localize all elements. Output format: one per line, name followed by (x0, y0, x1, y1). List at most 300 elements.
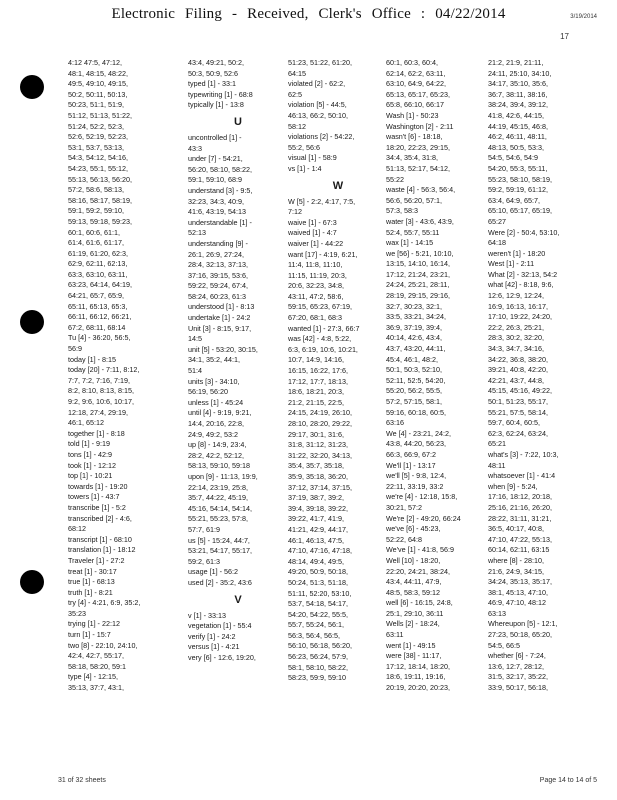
index-entry: 32:7, 30:23, 32:1, (386, 301, 442, 311)
index-entry: 48:13, 50:5, 53:3, (488, 142, 544, 152)
index-entry: 28:10, 28:20, 29:22, (288, 419, 352, 428)
index-entry: 14:4, 20:16, 22:8, (188, 419, 244, 428)
index-entry: 41:8, 42:6, 44:15, (488, 110, 544, 120)
index-entry: 59:15, 65:23, 67:19, (288, 302, 352, 312)
index-entry: 54:3, 54:12, 54:16, (68, 153, 128, 163)
index-entry: West [1] - 2:11 (488, 259, 535, 269)
index-entry: 50:2, 50:11, 50:13, (68, 89, 128, 99)
index-entry: 63:16 (386, 418, 404, 428)
index-entry: 66:11, 66:12, 66:21, (68, 312, 132, 322)
index-entry: 63:3, 63:10, 63:11, (68, 269, 128, 279)
index-entry: weren't [1] - 18:20 (488, 248, 546, 258)
index-entry: until [4] - 9:19, 9:21, (188, 408, 252, 418)
index-entry: 12:6, 12:9, 12:24, (488, 291, 544, 301)
index-entry: verify [1] - 24:2 (188, 631, 236, 641)
index-entry: 50:3, 50:9, 52:6 (188, 68, 238, 78)
index-entry: towers [1] - 43:7 (68, 492, 120, 502)
index-entry: 34:1, 35:2, 44:1, (188, 355, 240, 365)
index-entry: 43:11, 47:2, 58:6, (288, 291, 344, 301)
index-entry: 57:7, 61:9 (188, 524, 220, 534)
index-entry: was [42] - 4:8, 5:22, (288, 334, 352, 344)
index-entry: 21:6, 24:9, 34:15, (488, 566, 544, 576)
index-entry: together [1] - 8:18 (68, 428, 125, 438)
index-entry: 22:11, 33:19, 33:2 (386, 481, 444, 491)
index-entry: 62:3, 62:24, 63:24, (488, 428, 548, 438)
index-entry: 66:3, 66:9, 67:2 (386, 449, 436, 459)
index-entry: Wash [1] - 50:23 (386, 110, 439, 120)
index-entry: 50:23, 51:1, 51:9, (68, 100, 124, 110)
index-entry: 51:4 (188, 366, 202, 376)
index-entry: 65:10, 65:17, 65:19, (488, 206, 552, 216)
index-entry: 39:4, 39:18, 39:22, (288, 503, 348, 513)
index-entry: 49:5, 49:10, 49:15, (68, 79, 128, 89)
index-entry: We're [2] - 49:20, 66:24 (386, 513, 461, 523)
index-entry: 65:21 (488, 439, 506, 449)
index-entry: understood [1] - 8:13 (188, 302, 255, 312)
index-entry: whatsoever [1] - 41:4 (488, 471, 556, 481)
index-entry: 55:2, 56:6 (288, 142, 320, 152)
index-entry: 54:5, 54:6, 54:9 (488, 153, 538, 163)
binder-hole (20, 75, 44, 99)
index-entry: waiver [1] - 44:22 (288, 238, 344, 248)
index-entry: Well [10] - 18:20, (386, 555, 441, 565)
index-entry: 59:2, 61:3 (188, 556, 220, 566)
index-entry: want [17] - 4:19, 6:21, (288, 249, 358, 259)
index-entry: 54:20, 55:3, 55:11, (488, 163, 548, 173)
index-entry: what's [3] - 7:22, 10:3, (488, 449, 559, 459)
index-entry: 48:11 (488, 460, 506, 470)
index-entry: visual [1] - 58:9 (288, 153, 337, 163)
index-entry: 60:14, 62:11, 63:15 (488, 545, 550, 555)
index-entry: 36:9, 37:19, 39:4, (386, 322, 442, 332)
index-entry: 59:7, 60:4, 60:5, (488, 418, 540, 428)
index-entry: 59:13, 59:18, 59:23, (68, 216, 132, 226)
index-entry: truth [1] - 8:21 (68, 587, 113, 597)
index-entry: 58:24, 60:23, 61:3 (188, 291, 246, 301)
index-entry: 57:3, 58:3 (386, 206, 418, 216)
index-entry: Whereupon [5] - 12:1, (488, 619, 558, 629)
index-entry: 59:22, 59:24, 67:4, (188, 281, 248, 291)
index-entry: 51:13, 52:17, 54:12, (386, 163, 450, 173)
index-entry: 54:5, 66:5 (488, 640, 520, 650)
index-entry: 45:16, 54:14, 54:14, (188, 503, 252, 513)
index-entry: unless [1] - 45:24 (188, 397, 244, 407)
index-entry: 14:5 (188, 334, 202, 344)
sheet-count: 31 of 32 sheets (58, 777, 106, 784)
index-entry: 55:22 (386, 174, 404, 184)
index-entry: 56:9 (68, 344, 82, 354)
index-entry: 47:10, 47:22, 55:13, (488, 534, 552, 544)
index-entry: 29:17, 30:1, 31:6, (288, 429, 344, 439)
index-entry: 46:9, 47:10, 48:12 (488, 598, 546, 608)
index-entry: up [8] - 14:9, 23:4, (188, 440, 247, 450)
index-entry: 42:21, 43:7, 44:8, (488, 375, 544, 385)
index-entry: 36:7, 38:11, 38:16, (488, 89, 548, 99)
index-entry: 58:12 (288, 121, 306, 131)
index-entry: 17:16, 18:12, 20:18, (488, 492, 552, 502)
index-entry: 60:1, 60:3, 60:4, (386, 58, 438, 67)
index-column-4 (386, 58, 496, 758)
index-entry: 65:27 (488, 216, 506, 226)
index-entry: 60:1, 60:6, 61:1, (68, 227, 120, 237)
index-entry: 11:15, 11:19, 20:3, (288, 270, 347, 280)
index-entry: 58:1, 58:10, 58:22, (288, 662, 348, 672)
index-entry: 16:9, 16:13, 16:17, (488, 301, 548, 311)
index-entry: 22:2, 26:3, 25:21, (488, 322, 544, 332)
index-entry: translation [1] - 18:12 (68, 545, 136, 555)
index-entry: violations [2] - 54:22, (288, 132, 355, 142)
index-entry: 62:14, 62:2, 63:11, (386, 68, 446, 78)
index-entry: 24:11, 25:10, 34:10, (488, 68, 552, 78)
index-entry: 37:12, 37:14, 37:15, (288, 482, 352, 492)
index-column-3 (288, 58, 398, 758)
index-entry: 18:20, 22:23, 29:15, (386, 142, 450, 152)
index-entry: waive [1] - 67:3 (288, 217, 337, 227)
index-entry: 56:23, 56:24, 57:9, (288, 652, 348, 662)
index-entry: 27:23, 50:18, 65:20, (488, 630, 552, 640)
index-entry: 52:6, 52:19, 52:23, (68, 132, 128, 142)
index-entry: undertake [1] - 24:2 (188, 313, 251, 323)
index-entry: We'll [1] - 13:17 (386, 460, 436, 470)
index-entry: 24:15, 24:19, 26:10, (288, 408, 352, 418)
index-entry: 48:14, 49:4, 49:5, (288, 556, 344, 566)
index-entry: 13:6, 12:7, 28:12, (488, 661, 544, 671)
index-entry: Wells [2] - 18:24, (386, 619, 440, 629)
index-entry: W [5] - 2:2, 4:17, 7:5, (288, 196, 356, 206)
index-column-5 (488, 58, 598, 758)
index-entry: 18:6, 19:11, 19:16, (386, 672, 446, 682)
index-entry: 43:8, 44:20, 56:23, (386, 439, 446, 449)
index-entry: 28:2, 42:2, 52:12, (188, 450, 244, 460)
index-entry: 46:2, 46:11, 48:11, (488, 132, 547, 142)
index-entry: 6:3, 6:19, 10:6, 10:21, (288, 344, 358, 354)
index-entry: 28:19, 29:15, 29:16, (386, 291, 450, 301)
index-entry: typewriting [1] - 68:8 (188, 89, 253, 99)
index-entry: turn [1] - 15:7 (68, 630, 111, 640)
index-entry: 50:1, 50:3, 52:10, (386, 365, 442, 375)
index-entry: transcribed [2] - 4:6, (68, 513, 132, 523)
index-entry: 55:7, 55:24, 56:1, (288, 620, 344, 630)
index-entry: 62:9, 62:11, 62:13, (68, 259, 128, 269)
index-entry: 31:5, 32:17, 35:22, (488, 672, 548, 682)
index-entry: 63:23, 64:14, 64:19, (68, 280, 132, 290)
index-entry: 28:3, 30:2, 32:20, (488, 333, 544, 343)
index-column-1 (68, 58, 178, 758)
index-entry: wasn't [6] - 18:18, (386, 132, 443, 142)
index-entry: 51:12, 51:13, 51:22, (68, 110, 132, 120)
index-entry: 45:15, 45:16, 49:22, (488, 386, 552, 396)
index-entry: vs [1] - 1:4 (288, 163, 322, 173)
index-entry: 17:12, 21:24, 23:21, (386, 269, 450, 279)
index-entry: today [1] - 8:15 (68, 354, 116, 364)
index-entry: What [2] - 32:13, 54:2 (488, 269, 558, 279)
index-entry: 59:1, 59:10, 68:9 (188, 175, 242, 185)
index-entry: 59:1, 59:2, 59:10, (68, 206, 124, 216)
index-entry: 28:4, 32:13, 37:13, (188, 260, 248, 270)
index-entry: 39:21, 40:8, 42:20, (488, 365, 548, 375)
index-entry: 41:6, 43:19, 54:13 (188, 207, 246, 217)
index-entry: transcribe [1] - 5:2 (68, 502, 126, 512)
index-entry: 67:20, 68:1, 68:3 (288, 313, 342, 323)
index-entry: 48:1, 48:15, 48:22, (68, 68, 128, 78)
word-index (60, 58, 600, 758)
index-letter-heading: W (332, 179, 344, 192)
index-entry: under [7] - 54:21, (188, 154, 243, 164)
page-range: Page 14 to 14 of 5 (539, 777, 597, 784)
index-entry: 17:10, 19:22, 24:20, (488, 312, 552, 322)
index-entry: understandable [1] - (188, 217, 252, 227)
index-entry: 30:21, 57:2 (386, 502, 422, 512)
index-entry: told [1] - 9:19 (68, 439, 110, 449)
index-entry: tons [1] - 42:9 (68, 449, 112, 459)
index-entry: 53:1, 53:7, 53:13, (68, 142, 124, 152)
index-entry: Were [2] - 50:4, 53:10, (488, 227, 560, 237)
index-entry: 34:3, 34:7, 34:16, (488, 344, 544, 354)
filing-stamp: Electronic Filing - Received, Clerk's Office : 04/22/2014 (111, 6, 506, 22)
index-entry: 36:5, 40:17, 40:8, (488, 524, 544, 534)
index-entry: two [8] - 22:10, 24:10, (68, 640, 138, 650)
index-entry: Traveler [1] - 27:2 (68, 555, 125, 565)
index-entry: 34:22, 36:8, 38:20, (488, 354, 548, 364)
index-entry: 65:13, 65:17, 65:23, (386, 89, 450, 99)
index-entry: 51:23, 51:22, 61:20, (288, 58, 352, 67)
index-entry: 61:4, 61:6, 61:17, (68, 238, 124, 248)
index-entry: 63:11 (386, 630, 404, 640)
index-entry: towards [1] - 19:20 (68, 481, 128, 491)
index-entry: 33:9, 50:17, 56:18, (488, 683, 548, 693)
index-entry: typically [1] - 13:8 (188, 100, 244, 110)
index-entry: 35:23 (68, 608, 86, 618)
index-entry: 46:1, 65:12 (68, 418, 104, 428)
index-entry: 47:10, 47:16, 47:18, (288, 546, 352, 556)
index-entry: We've [1] - 41:8, 56:9 (386, 545, 454, 555)
index-entry: 42:4, 42:7, 55:17, (68, 651, 124, 661)
index-entry: 34:17, 35:10, 35:6, (488, 79, 548, 89)
index-entry: vegetation [1] - 55:4 (188, 621, 252, 631)
index-entry: top [1] - 10:21 (68, 471, 113, 481)
index-entry: 4:12 47:5, 47:12, (68, 58, 122, 67)
index-entry: very [6] - 12:6, 19:20, (188, 652, 256, 662)
index-entry: 37:19, 38:7, 39:2, (288, 493, 344, 503)
index-entry: waived [1] - 4:7 (288, 228, 337, 238)
index-entry: 45:4, 46:1, 48:2, (386, 354, 438, 364)
index-entry: 63:4, 64:9, 65:7, (488, 195, 540, 205)
index-entry: us [5] - 15:24, 44:7, (188, 535, 250, 545)
index-entry: 58:23, 59:9, 59:10 (288, 673, 346, 683)
index-entry: 38:24, 39:4, 39:12, (488, 100, 548, 110)
index-entry: true [1] - 68:13 (68, 577, 115, 587)
index-entry: 18:6, 18:21, 20:3, (288, 387, 344, 397)
index-entry: 38:1, 45:13, 47:10, (488, 587, 548, 597)
index-entry: 56:19, 56:20 (188, 387, 228, 397)
index-letter-heading: V (234, 593, 242, 606)
index-entry: 34:4, 35:4, 31:8, (386, 153, 438, 163)
index-entry: where [8] - 28:10, (488, 555, 544, 565)
index-entry: 34:24, 35:13, 35:17, (488, 577, 552, 587)
index-entry: 63:10, 64:9, 64:22, (386, 79, 446, 89)
index-entry: 31:22, 32:20, 34:13, (288, 450, 352, 460)
index-entry: 59:16, 60:18, 60:5, (386, 407, 446, 417)
binder-hole (20, 310, 44, 334)
index-entry: 54:20, 54:22, 55:5, (288, 609, 348, 619)
index-entry: 62:5 (288, 89, 302, 99)
index-entry: 11:4, 11:8, 11:10, (288, 260, 343, 270)
index-entry: 20:19, 20:20, 20:23, (386, 683, 450, 693)
index-entry: 43:4, 49:21, 50:2, (188, 58, 244, 67)
index-entry: we [56] - 5:21, 10:10, (386, 248, 454, 258)
index-entry: 52:4, 55:7, 55:11 (386, 227, 440, 237)
index-entry: 26:1, 26:9, 27:24, (188, 249, 244, 259)
binder-hole (20, 570, 44, 594)
index-entry: We [4] - 23:21, 24:2, (386, 428, 451, 438)
index-entry: 17:12, 18:14, 18:20, (386, 661, 450, 671)
index-entry: 33:5, 33:21, 34:24, (386, 312, 446, 322)
index-entry: waste [4] - 56:3, 56:4, (386, 185, 456, 195)
index-entry: 61:19, 61:20, 62:3, (68, 248, 128, 258)
index-entry: versus [1] - 4:21 (188, 642, 240, 652)
index-entry: violated [2] - 62:2, (288, 79, 346, 89)
index-entry: 48:5, 58:3, 59:12 (386, 587, 440, 597)
index-entry: what [42] - 8:18, 9:6, (488, 280, 554, 290)
index-entry: upon [9] - 11:13, 19:9, (188, 471, 258, 481)
index-entry: 9:2, 9:6, 10:6, 10:17, (68, 397, 134, 406)
index-entry: 50:1, 51:23, 55:17, (488, 397, 548, 406)
index-entry: 10:7, 14:9, 14:16, (288, 355, 344, 365)
index-entry: wax [1] - 14:15 (386, 238, 434, 248)
index-entry: 44:19, 45:15, 46:8, (488, 121, 548, 131)
index-entry: 59:2, 59:19, 61:12, (488, 185, 548, 195)
index-entry: we'll [5] - 9:8, 12:4, (386, 471, 447, 481)
index-entry: 7:7, 7:2, 7:16, 7:19, (68, 375, 130, 385)
index-entry: 52:13 (188, 228, 206, 238)
index-entry: 22:14, 23:19, 25:8, (188, 482, 248, 492)
index-entry: 58:18, 58:20, 59:1 (68, 661, 126, 671)
index-entry: uncontrolled [1] - (188, 132, 242, 142)
index-entry: 35:7, 44:22, 45:19, (188, 493, 248, 503)
index-entry: 51:24, 52:2, 52:3, (68, 121, 124, 131)
index-entry: understand [3] - 9:5, (188, 185, 253, 195)
index-entry: went [1] - 49:15 (386, 640, 436, 650)
index-entry: 49:20, 50:9, 50:18, (288, 567, 348, 577)
index-entry: 24:24, 25:21, 28:11, (386, 280, 450, 290)
index-entry: 56:20, 58:10, 58:22, (188, 164, 252, 174)
index-entry: 56:3, 56:4, 56:5, (288, 630, 340, 640)
index-entry: 63:13 (488, 608, 506, 618)
index-letter-heading: U (234, 115, 242, 128)
top-right-date: 3/19/2014 (570, 14, 597, 20)
index-entry: transcript [1] - 68:10 (68, 534, 132, 544)
index-entry: units [3] - 34:10, (188, 376, 240, 386)
index-entry: 52:11, 52:5, 54:20, (386, 375, 446, 385)
index-entry: 37:16, 39:15, 53:6, (188, 270, 248, 280)
index-entry: used [2] - 35:2, 43:6 (188, 577, 252, 587)
index-entry: 35:13, 37:7, 43:1, (68, 683, 124, 693)
index-entry: well [6] - 16:15, 24:8, (386, 598, 453, 608)
index-entry: unit [5] - 53:20, 30:15, (188, 344, 258, 354)
index-entry: Unit [3] - 8:15, 9:17, (188, 323, 252, 333)
index-entry: 31:8, 31:12, 31:23, (288, 440, 348, 450)
index-entry: 64:18 (488, 238, 506, 248)
index-entry: 55:21, 57:5, 58:14, (488, 407, 548, 417)
index-entry: 55:13, 56:13, 56:20, (68, 174, 132, 184)
index-entry: 58:13, 59:10, 59:18 (188, 461, 250, 471)
index-entry: 64:15 (288, 68, 306, 78)
index-entry: 53:7, 54:18, 54:17, (288, 599, 348, 609)
index-entry: type [4] - 12:15, (68, 672, 118, 682)
index-entry: Tu [4] - 36:20, 56:5, (68, 333, 131, 343)
index-entry: 57:2, 57:15, 58:1, (386, 397, 442, 406)
index-entry: 35:4, 35:7, 35:18, (288, 461, 344, 471)
index-entry: 35:9, 35:18, 36:20, (288, 471, 348, 481)
index-entry: 12:18, 27:4, 29:19, (68, 407, 128, 417)
index-entry: 68:12 (68, 524, 86, 534)
index-entry: 39:22, 41:7, 41:9, (288, 514, 344, 524)
index-entry: 16:15, 16:22, 17:6, (288, 366, 348, 376)
index-entry: 54:23, 55:1, 55:12, (68, 163, 128, 173)
index-entry: 32:23, 34:3, 40:9, (188, 196, 244, 206)
index-entry: 55:20, 56:2, 55:5, (386, 386, 442, 396)
index-entry: trying [1] - 22:12 (68, 619, 120, 629)
index-entry: 56:6, 56:20, 57:1, (386, 195, 442, 205)
index-entry: Washington [2] - 2:11 (386, 121, 454, 131)
index-entry: 28:22, 31:11, 31:21, (488, 513, 552, 523)
index-entry: 43:3 (188, 143, 202, 153)
index-entry: wanted [1] - 27:3, 66:7 (288, 323, 360, 333)
index-entry: 46:13, 66:2, 50:10, (288, 110, 348, 120)
index-entry: 57:2, 58:6, 58:13, (68, 185, 124, 195)
index-entry: 25:1, 29:10, 36:11 (386, 608, 444, 618)
index-entry: try [4] - 4:21, 6:9, 35:2, (68, 598, 141, 608)
index-entry: 65:8, 66:10, 66:17 (386, 100, 444, 110)
index-entry: v [1] - 33:13 (188, 610, 226, 620)
index-entry: whether [6] - 7:24, (488, 651, 546, 661)
index-entry: 67:2, 68:11, 68:14 (68, 322, 126, 332)
index-entry: 56:10, 56:18, 56:20, (288, 641, 352, 651)
index-entry: 64:21, 65:7, 65:9, (68, 291, 124, 301)
index-entry: treat [1] - 30:17 (68, 566, 117, 576)
index-entry: 55:23, 58:10, 58:19, (488, 174, 552, 184)
index-entry: 24:9, 49:2, 53:2 (188, 429, 238, 439)
index-entry: 21:2, 21:9, 21:11, (488, 58, 544, 67)
index-column-2 (188, 58, 298, 758)
index-entry: 65:11, 65:13, 65:3, (68, 301, 128, 311)
index-entry: today [20] - 7:11, 8:12, (68, 365, 140, 375)
index-entry: 43:4, 44:11, 47:9, (386, 577, 442, 587)
index-entry: 40:14, 42:6, 43:4, (386, 333, 442, 343)
index-entry: were [38] - 11:17, (386, 651, 442, 661)
index-entry: typed [1] - 33:1 (188, 79, 236, 89)
index-entry: when [9] - 5:24, (488, 481, 538, 491)
index-entry: 52:22, 64:8 (386, 534, 422, 544)
index-entry: water [3] - 43:6, 43:9, (386, 216, 454, 226)
index-entry: 41:21, 42:9, 44:17, (288, 524, 348, 534)
index-entry: 58:16, 58:17, 58:19, (68, 195, 132, 205)
index-entry: 22:20, 24:21, 38:24, (386, 566, 450, 576)
index-entry: 17:12, 17:7, 18:13, (288, 376, 348, 386)
index-entry: 7:12 (288, 207, 302, 217)
index-entry: 8:2, 8:10, 8:13, 8:15, (68, 386, 134, 396)
index-entry: 50:24, 51:3, 51:18, (288, 577, 348, 587)
index-entry: violation [5] - 44:5, (288, 100, 347, 110)
index-entry: 51:11, 52:20, 53:10, (288, 588, 352, 598)
index-entry: we've [6] - 45:23, (386, 524, 441, 534)
page-mark: 17 (560, 32, 569, 41)
index-entry: usage [1] - 56:2 (188, 567, 238, 577)
index-entry: 21:2, 21:15, 22:5, (288, 397, 344, 407)
index-entry: 20:6, 32:23, 34:8, (288, 281, 344, 291)
index-entry: we're [4] - 12:18, 15:8, (386, 492, 458, 502)
index-entry: understanding [9] - (188, 238, 248, 248)
